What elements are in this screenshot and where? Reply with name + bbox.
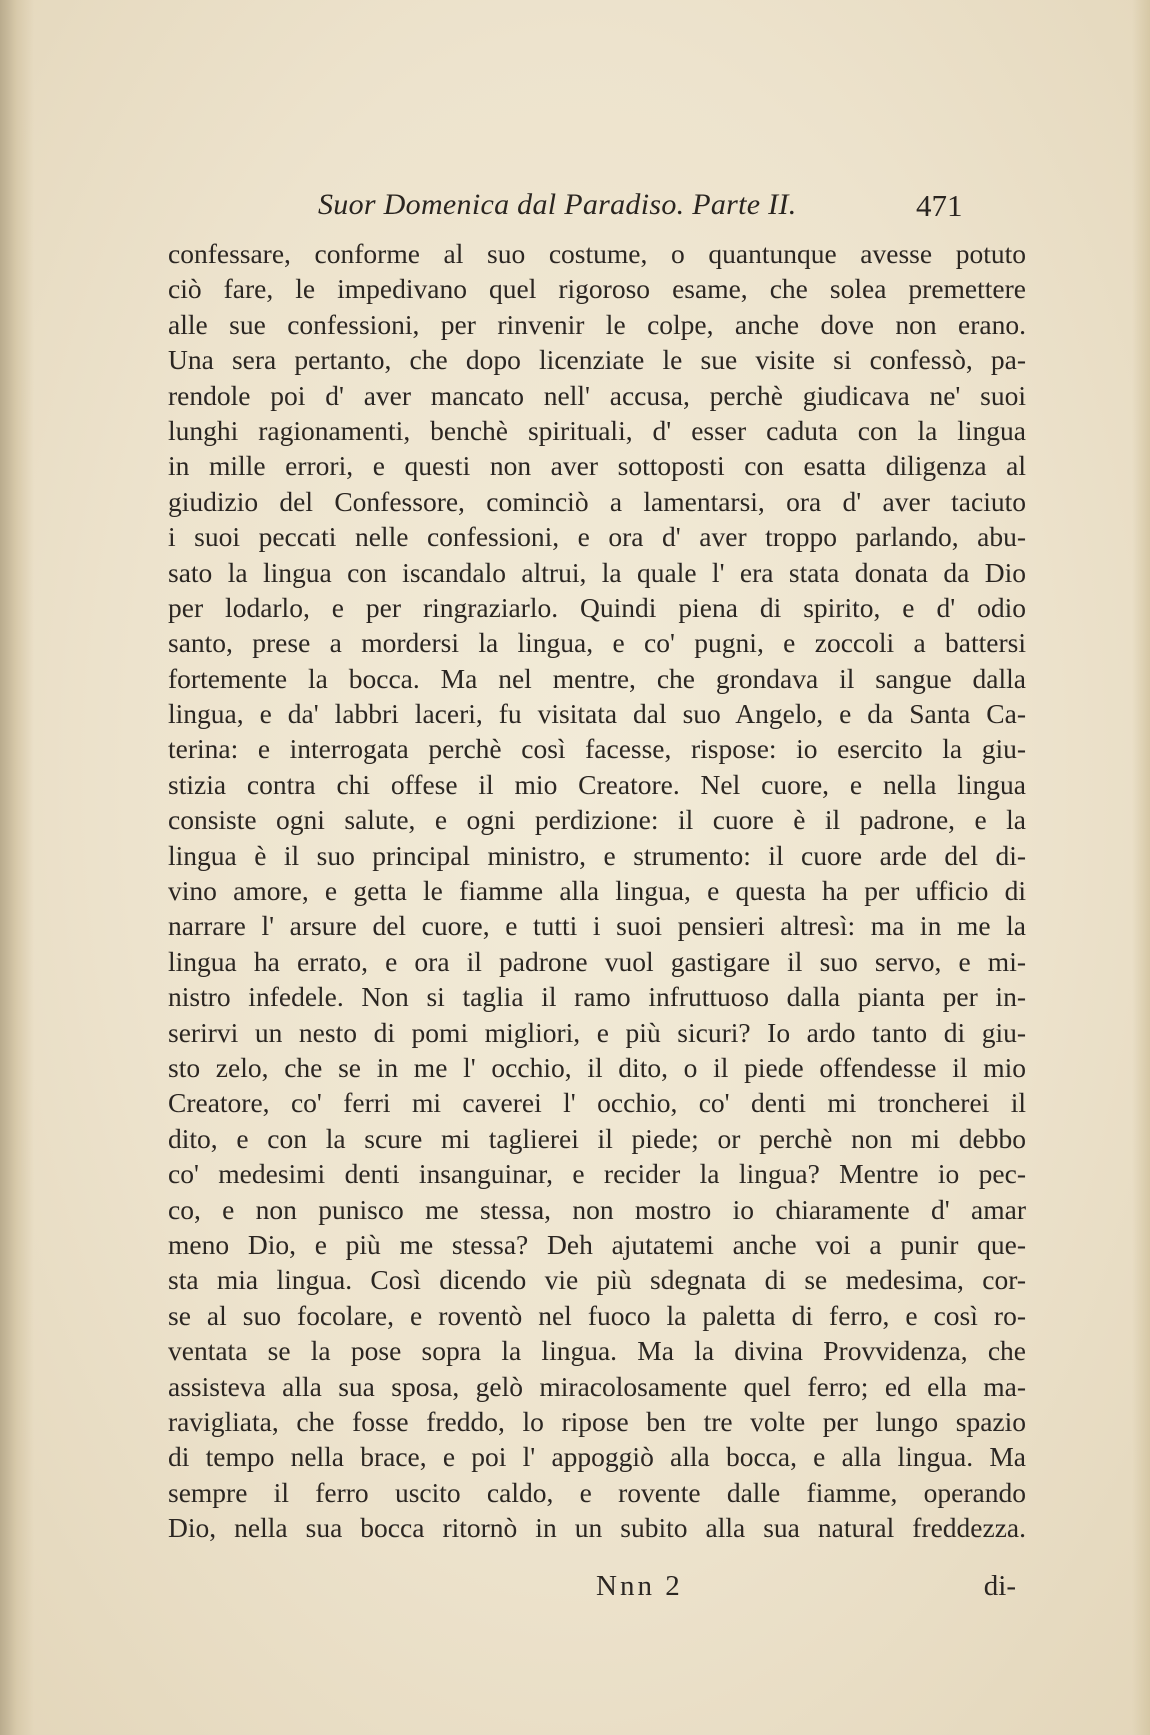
- text-line: lingua, e da' labbri laceri, fu visitata dal suo Angelo, e da Santa Ca-: [168, 698, 1026, 730]
- text-line: ventata se la pose sopra la lingua. Ma la divina Provvidenza, che: [168, 1335, 1026, 1367]
- binding-gutter: [0, 0, 34, 1735]
- text-line: sempre il ferro uscito caldo, e rovente dalle fiamme, operando: [168, 1476, 1026, 1508]
- text-line: Creatore, co' ferri mi caverei l' occhio, co' denti mi troncherei il: [168, 1087, 1026, 1119]
- text-line: stizia contra chi offese il mio Creatore. Nel cuore, e nella lingua: [168, 768, 1026, 800]
- text-line: Una sera pertanto, che dopo licenziate le sue visite si confessò, pa-: [168, 344, 1026, 376]
- text-line: lunghi ragionamenti, benchè spirituali, d' esser caduta con la lingua: [168, 414, 1026, 446]
- body-text: [168, 236, 1026, 1545]
- text-line: di tempo nella brace, e poi l' appoggiò alla bocca, e alla lingua. Ma: [168, 1441, 1026, 1473]
- catchword: di-: [983, 1570, 1016, 1602]
- text-line: narrare l' arsure del cuore, e tutti i suoi pensieri altresì: ma in me la: [168, 910, 1026, 942]
- text-line: assisteva alla sua sposa, gelò miracolosamente quel ferro; ed ella ma-: [168, 1370, 1026, 1402]
- text-line: dito, e con la scure mi taglierei il piede; or perchè non mi debbo: [168, 1122, 1026, 1154]
- text-line: lingua è il suo principal ministro, e strumento: il cuore arde del di-: [168, 839, 1026, 871]
- text-line: Dio, nella sua bocca ritornò in un subito alla sua natural freddezza.: [168, 1512, 1026, 1544]
- text-line: co, e non punisco me stessa, non mostro io chiaramente d' amar: [168, 1193, 1026, 1225]
- text-line: in mille errori, e questi non aver sottoposti con esatta diligenza al: [168, 450, 1026, 482]
- text-line: per lodarlo, e per ringraziarlo. Quindi piena di spirito, e d' odio: [168, 591, 1026, 623]
- page-footer: [168, 1570, 1026, 1610]
- signature-mark: Nnn 2: [596, 1570, 683, 1602]
- text-line: i suoi peccati nelle confessioni, e ora d' aver troppo parlando, abu-: [168, 521, 1026, 553]
- text-line: nistro infedele. Non si taglia il ramo infruttuoso dalla pianta per in-: [168, 981, 1026, 1013]
- text-line: lingua ha errato, e ora il padrone vuol gastigare il suo servo, e mi-: [168, 945, 1026, 977]
- text-line: sto zelo, che se in me l' occhio, il dito, o il piede offendesse il mio: [168, 1051, 1026, 1083]
- text-line: vino amore, e getta le fiamme alla lingua, e questa ha per ufficio di: [168, 875, 1026, 907]
- text-line: giudizio del Confessore, cominciò a lamentarsi, ora d' aver taciuto: [168, 485, 1026, 517]
- text-line: ciò fare, le impedivano quel rigoroso esame, che solea premettere: [168, 273, 1026, 305]
- text-line: co' medesimi denti insanguinar, e recider la lingua? Mentre io pec-: [168, 1158, 1026, 1190]
- page-header: [168, 188, 1028, 232]
- text-line: sato la lingua con iscandalo altrui, la quale l' era stata donata da Dio: [168, 556, 1026, 588]
- text-line: alle sue confessioni, per rinvenir le colpe, anche dove non erano.: [168, 308, 1026, 340]
- text-line: santo, prese a mordersi la lingua, e co' pugni, e zoccoli a battersi: [168, 627, 1026, 659]
- page-number: 471: [916, 188, 963, 223]
- text-line: se al suo focolare, e roventò nel fuoco la paletta di ferro, e così ro-: [168, 1299, 1026, 1331]
- text-line: consiste ogni salute, e ogni perdizione: il cuore è il padrone, e la: [168, 804, 1026, 836]
- text-line: serirvi un nesto di pomi migliori, e più sicuri? Io ardo tanto di giu-: [168, 1016, 1026, 1048]
- text-line: sta mia lingua. Così dicendo vie più sdegnata di se medesima, cor-: [168, 1264, 1026, 1296]
- text-line: terina: e interrogata perchè così facesse, rispose: io esercito la giu-: [168, 733, 1026, 765]
- running-title: Suor Domenica dal Paradiso. Parte II.: [318, 188, 797, 221]
- text-line: ravigliata, che fosse freddo, lo ripose ben tre volte per lungo spazio: [168, 1405, 1026, 1437]
- text-line: confessare, conforme al suo costume, o quantunque avesse potuto: [168, 238, 1026, 269]
- text-line: meno Dio, e più me stessa? Deh ajutatemi anche voi a punir que-: [168, 1228, 1026, 1260]
- text-line: rendole poi d' aver mancato nell' accusa, perchè giudicava ne' suoi: [168, 379, 1026, 411]
- text-line: fortemente la bocca. Ma nel mentre, che grondava il sangue dalla: [168, 662, 1026, 694]
- page-edge: [1132, 0, 1150, 1735]
